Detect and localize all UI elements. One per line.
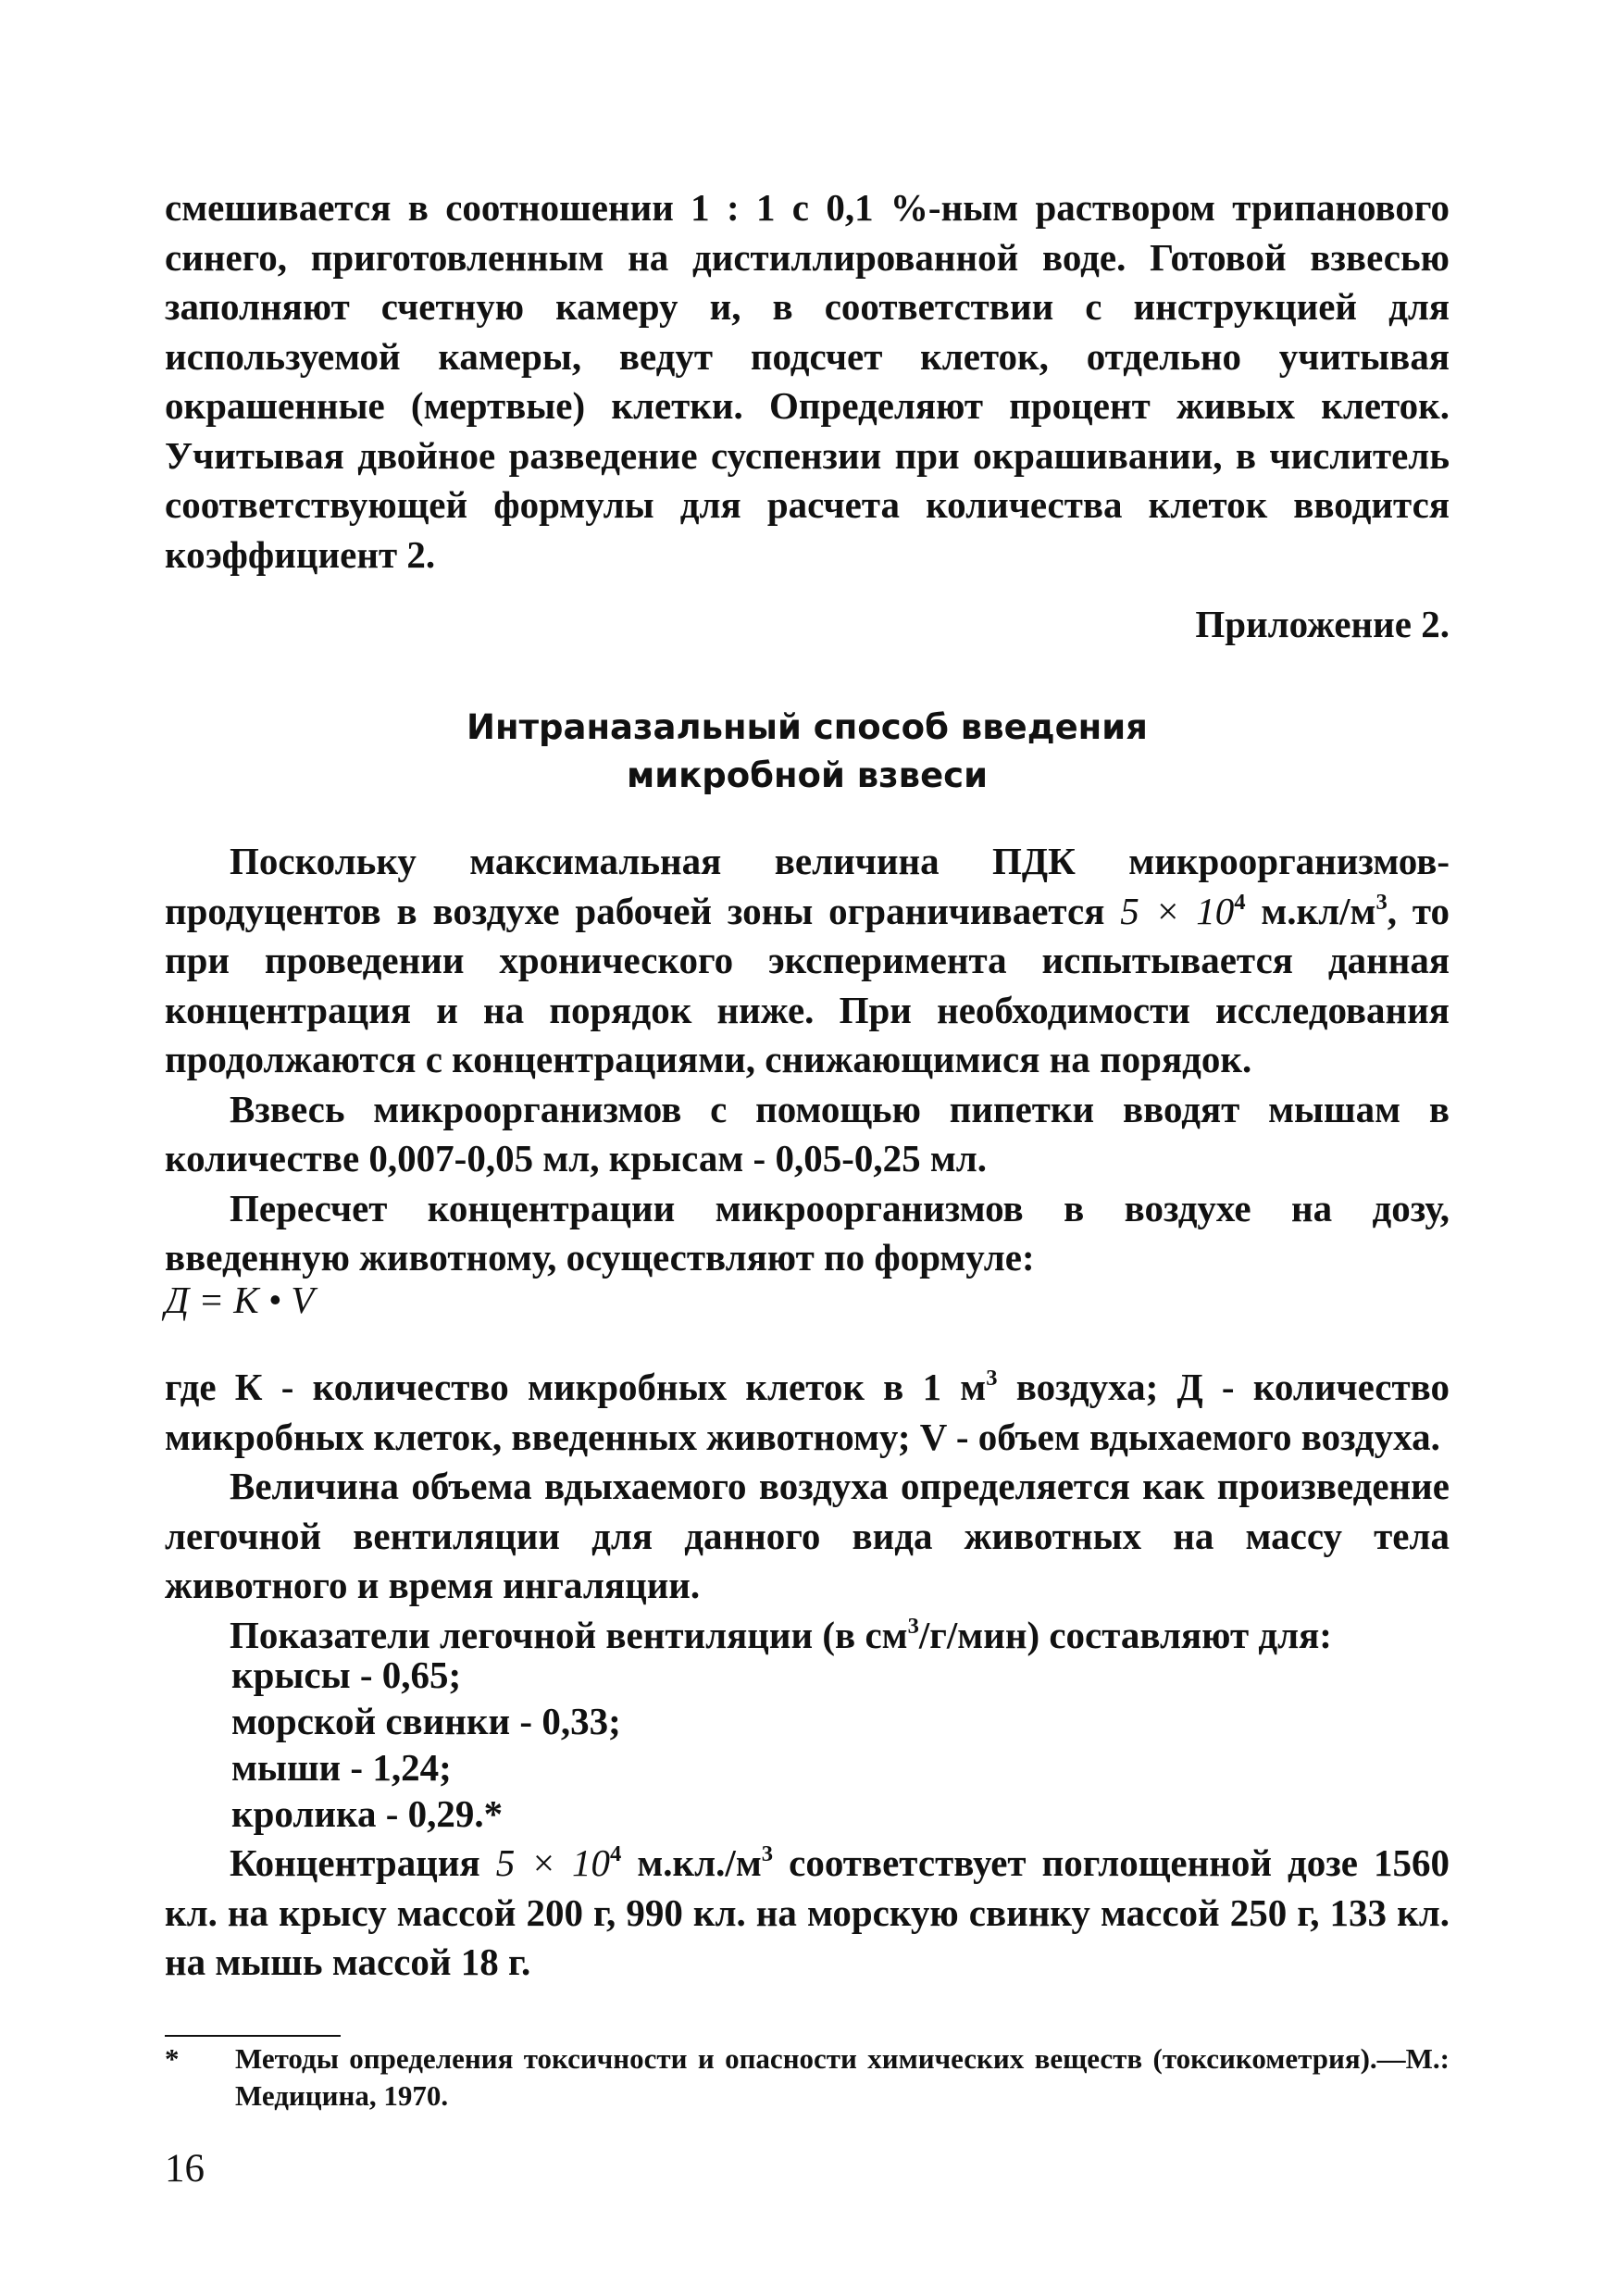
footnote <box>165 2040 1450 2115</box>
paragraph-recalc: Пересчет концентрации микроорганизмов в воздухе на дозу, введенную животному, осуществляют по формуле: <box>165 1186 1450 1279</box>
paragraph-where: где К - количество микробных клеток в 1 $м^3$ воздуха; Д - количество микробных клеток, введенных животному; V - объем вдыхаемого воздуха. <box>165 1366 1450 1458</box>
paragraph-pdk: Поскольку максимальная величина ПДК микроорганизмов-продуцентов в воздухе рабочей зоны ограничивается $5 \times 10^4$ $м.кл/м^3$, то при проведении хронического эксперимента испытывается данная концентрация и на порядок ниже. При необходимости исследования продолжаются с концентрациями, снижающимися на порядок. <box>165 840 1450 1080</box>
heading-line-1: Интраназальный способ введения <box>467 707 1148 747</box>
ventilation-list <box>231 1652 621 1837</box>
heading-line-2: микробной взвеси <box>626 755 989 795</box>
footnote-text: Методы определения токсичности и опасности химических веществ (токсикометрия).—М.: Медицина, 1970. <box>235 2042 1450 2112</box>
list-item: крысы - 0,65; <box>231 1653 462 1696</box>
footnote-divider <box>165 2035 341 2037</box>
formula: Д = К • V <box>165 1279 315 1321</box>
lower-text-block <box>165 1363 1450 1660</box>
top-paragraph: смешивается в соотношении 1 : 1 с 0,1 %-ным раствором трипанового синего, приготовленным на дистиллированной воде. Готовой взвесью заполняют счетную камеру и, в соответствии с инструкцией для используемой камеры, ведут подсчет клеток, отдельно учитывая окрашенные (мертвые) клетки. Определяют процент живых клеток. Учитывая двойное разведение суспензии при окрашивании, в числитель соответствующей формулы для расчета количества клеток вводится коэффициент 2. <box>165 186 1450 576</box>
list-item: морской свинки - 0,33; <box>231 1700 621 1742</box>
list-item: кролика - 0,29.* <box>231 1792 504 1835</box>
concentration-block <box>165 1839 1450 1988</box>
paragraph-volume: Величина объема вдыхаемого воздуха определяется как произведение легочной вентиляции для данного вида животных на массу тела животного и время ингаляции. <box>165 1465 1450 1606</box>
appendix-label: Приложение 2. <box>1195 603 1450 645</box>
paragraph-pipette: Взвесь микроорганизмов с помощью пипетки вводят мышам в количестве 0,007-0,05 мл, крысам - 0,05-0,25 мл. <box>165 1087 1450 1179</box>
list-item: мыши - 1,24; <box>231 1746 452 1789</box>
footnote-marker: * <box>165 2042 180 2075</box>
top-paragraph-block <box>165 183 1450 580</box>
page-number: 16 <box>165 2147 205 2190</box>
ventilation-intro: Показатели легочной вентиляции (в $см^3/г/мин$) составляют для: <box>230 1613 1332 1656</box>
paragraph-concentration: Концентрация $5 \times 10^4$ $м.кл./м^3$ соответствует поглощенной дозе 1560 кл. на крысу массой 200 г, 990 кл. на морскую свинку массой 250 г, 133 кл. на мышь массой 18 г. <box>165 1841 1450 1983</box>
main-text-block <box>165 837 1450 1283</box>
section-heading <box>165 704 1450 800</box>
